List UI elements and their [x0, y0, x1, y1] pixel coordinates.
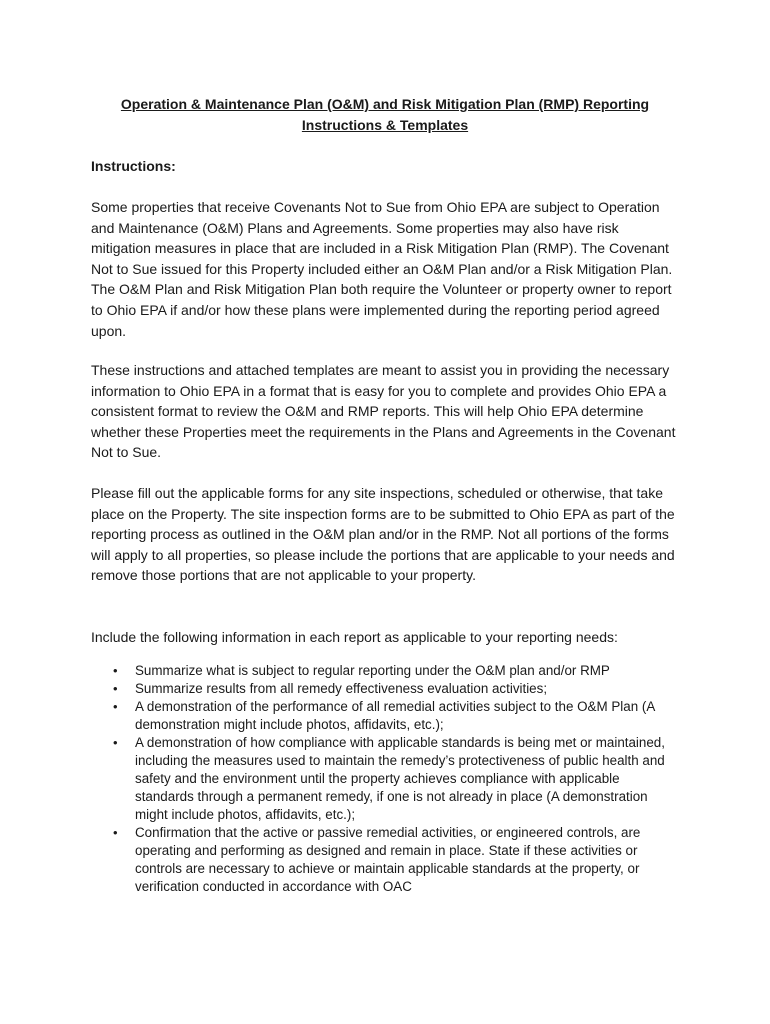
list-item: [91, 662, 681, 680]
list-item-text: A demonstration of how compliance with applicable standards is being met or maintained, including the measures used to maintain the remedy’s protectiveness of public health and safety and the environment until the property achieves compliance with applicable standards through a permanent remedy, if one is not already in place (A demonstration might include photos, affidavits, etc.);: [135, 735, 665, 822]
instructions-heading: Instructions:: [91, 158, 176, 174]
paragraph-forms: Please fill out the applicable forms for any site inspections, scheduled or otherwise, that take place on the Property. The site inspection forms are to be submitted to Ohio EPA as part of the reporting process as outlined in the O&M plan and/or in the RMP. Not all portions of the forms will apply to all properties, so please include the portions that are applicable to your needs and remove those portions that are not applicable to your property.: [91, 485, 675, 584]
bullet-icon: •: [113, 735, 118, 750]
paragraph-intro: Some properties that receive Covenants Not to Sue from Ohio EPA are subject to Operation and Maintenance (O&M) Plans and Agreements. Some properties may also have risk mitigation measures in place that are included in a Risk Mitigation Plan (RMP). The Covenant Not to Sue issued for this Property included either an O&M Plan and/or a Risk Mitigation Plan. The O&M Plan and Risk Mitigation Plan both require the Volunteer or property owner to report to Ohio EPA if and/or how these plans were implemented during the reporting period agreed upon.: [91, 199, 673, 339]
list-item-text: A demonstration of the performance of all remedial activities subject to the O&M Plan (A demonstration might include photos, affidavits, etc.);: [135, 699, 655, 732]
bullet-icon: •: [113, 825, 118, 840]
list-item-text: Summarize what is subject to regular reporting under the O&M plan and/or RMP: [135, 663, 610, 678]
report-items-list: [91, 662, 681, 896]
paragraph-purpose: These instructions and attached templates are meant to assist you in providing the necessary information to Ohio EPA in a format that is easy for you to complete and provides Ohio EPA a consistent format to review the O&M and RMP reports. This will help Ohio EPA determine whether these Properties meet the requirements in the Plans and Agreements in the Covenant Not to Sue.: [91, 362, 676, 461]
list-item: [91, 734, 681, 824]
list-item-text: Summarize results from all remedy effectiveness evaluation activities;: [135, 681, 548, 696]
document-title: Operation & Maintenance Plan (O&M) and Risk Mitigation Plan (RMP) Reporting Instructions & Templates: [120, 96, 650, 133]
paragraph-include: Include the following information in each report as applicable to your reporting needs:: [91, 629, 618, 645]
list-item: [91, 680, 681, 698]
list-item: [91, 824, 681, 896]
list-item-text: Confirmation that the active or passive remedial activities, or engineered controls, are operating and performing as designed and remain in place. State if these activities or controls are necessary to achieve or maintain applicable standards at the property, or verification conducted in accordance with OAC: [135, 825, 641, 894]
bullet-icon: •: [113, 681, 118, 696]
list-item: [91, 698, 681, 734]
bullet-icon: •: [113, 699, 118, 714]
bullet-icon: •: [113, 663, 118, 678]
